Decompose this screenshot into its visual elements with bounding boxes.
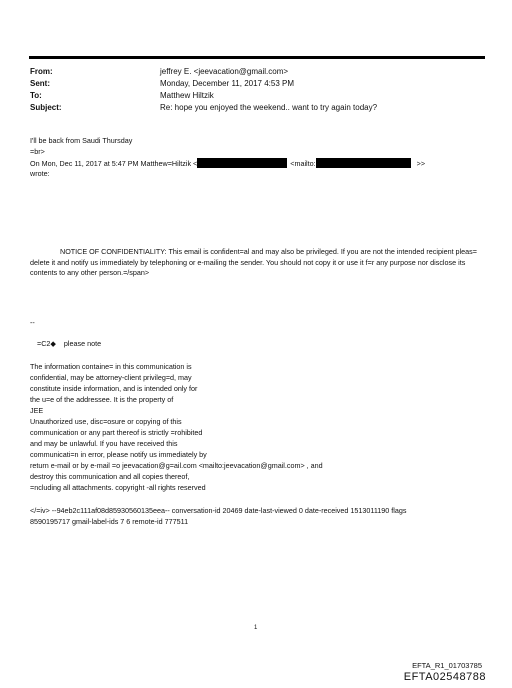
page-number: 1 — [254, 625, 258, 631]
from-row — [30, 66, 490, 78]
please-note-line — [37, 339, 101, 350]
disclaimer-line: communication or any part thereof is strictly =rohibited — [30, 428, 203, 437]
disclaimer-line: return e-mail or by e-mail =o jeevacation@g=ail.com <mailto:jeevacation@gmail.com> , and — [30, 461, 323, 470]
sent-label: Sent: — [30, 79, 50, 88]
disclaimer-line: The information containe= in this communication is — [30, 362, 192, 371]
disclaimer-line: Unauthorized use, disc=osure or copying of this — [30, 417, 182, 426]
please-note-prefix: =C2◆ — [37, 339, 56, 348]
subject-label: Subject: — [30, 103, 62, 112]
separator-dashes: -- — [30, 318, 35, 327]
disclaimer-line: =ncluding all attachments. copyright -all rights reserved — [30, 483, 206, 492]
mailto-text: <mailto: — [290, 159, 316, 168]
disclaimer-line: destroy this communication and all copies thereof, — [30, 472, 190, 481]
bates-number-primary: EFTA02548788 — [403, 671, 486, 683]
metadata-line-1: </=iv> --94eb2c111af08d85930560135eea-- conversation-id 20469 date-last-viewed 0 date-received 1513011190 flags — [30, 506, 407, 515]
quote-end: >> — [416, 159, 426, 168]
header-top-rule — [29, 56, 485, 59]
disclaimer-line: JEE — [30, 406, 44, 415]
bates-number-secondary: EFTA_R1_01703785 — [412, 661, 482, 670]
disclaimer-line: confidential, may be attorney-client privileg=d, may — [30, 373, 192, 382]
disclaimer-line: constitute inside information, and is intended only for — [30, 384, 198, 393]
metadata-line-2: 8590195717 gmail-label-ids 7 6 remote-id 777511 — [30, 517, 189, 526]
subject-row — [30, 102, 490, 114]
sent-row — [30, 78, 490, 90]
wrote-line: wrote: — [30, 169, 50, 178]
confidentiality-notice: NOTICE OF CONFIDENTIALITY: This email is confident=al and may also be privileged. If you are not the intended recipient pleas= delete it and notify us immediately by telephoning or e-mailing the sender. You should not copy it or use it f=r any purpose nor disclose its contents to any other person.=/span> — [30, 247, 477, 277]
from-value: jeffrey E. <jeevacation@gmail.com> — [160, 67, 289, 76]
from-label: From: — [30, 67, 53, 76]
redaction-box — [197, 158, 287, 168]
redaction-box — [316, 158, 411, 168]
please-note-text: please note — [63, 339, 102, 348]
subject-value: Re: hope you enjoyed the weekend.. want to try again today? — [160, 103, 378, 112]
body-line-2: =br> — [30, 147, 45, 156]
quote-line — [30, 158, 425, 170]
sent-value: Monday, December 11, 2017 4:53 PM — [160, 79, 294, 88]
body-line-1: I'll be back from Saudi Thursday — [30, 136, 133, 145]
to-row — [30, 90, 490, 102]
disclaimer-line: the u=e of the addressee. It is the property of — [30, 395, 174, 404]
email-header — [30, 66, 490, 114]
to-label: To: — [30, 91, 42, 100]
disclaimer-line: and may be unlawful. If you have received this — [30, 439, 178, 448]
to-value: Matthew Hiltzik — [160, 91, 214, 100]
disclaimer-line: communicati=n in error, please notify us immediately by — [30, 450, 207, 459]
quote-prefix: On Mon, Dec 11, 2017 at 5:47 PM Matthew=Hiltzik < — [30, 159, 198, 168]
